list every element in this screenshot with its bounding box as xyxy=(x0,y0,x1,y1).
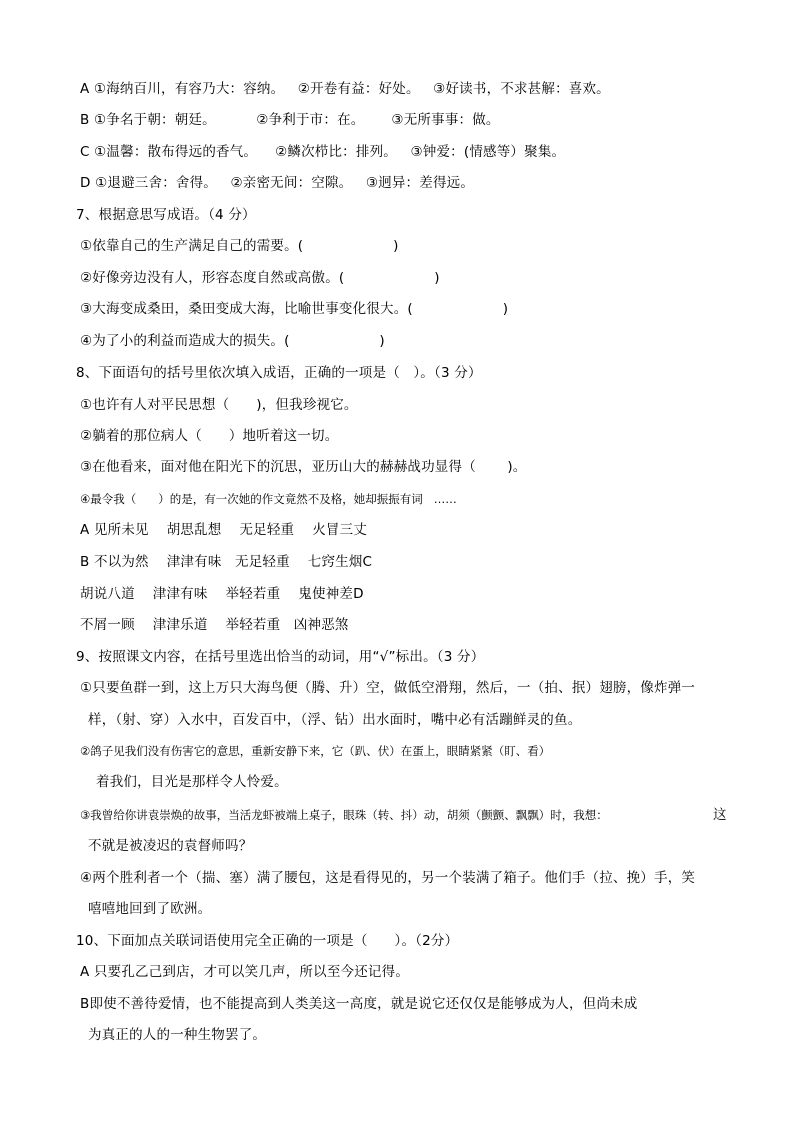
question-10-title: 10、下面加点关联词语使用完全正确的一项是（ ）。（2分） xyxy=(76,933,459,949)
question-7-item-3: ③大海变成桑田，桑田变成大海，比喻世事变化很大。( ) xyxy=(80,301,509,317)
question-9-item-4-line-2: 嘻嘻地回到了欧洲。 xyxy=(88,901,212,917)
question-9-item-3-line-1: ③我曾给你讲袁崇焕的故事，当活龙虾被端上桌子，眼珠（转、抖）动，胡须（颤颤、飘飘）时，我想： xyxy=(80,808,608,822)
question-9-title: 9、按照课文内容，在括号里选出恰当的动词，用“√”标出。（3 分） xyxy=(76,649,485,665)
question-8-option-a: A 见所未见 胡思乱想 无足轻重 火冒三丈 xyxy=(80,522,368,538)
question-9-item-2-line-1: ②鸽子见我们没有伤害它的意思，重新安静下来，它（趴、伏）在蛋上，眼睛紧紧（盯、看） xyxy=(80,744,551,758)
question-10-option-b-line-1: B即使不善待爱情，也不能提高到人类美这一高度，就是说它还仅仅是能够成为人，但尚未成 xyxy=(80,996,638,1012)
question-6-option-d: D ①退避三舍：舍得。 ②亲密无间：空隙。 ③迥异：差得远。 xyxy=(80,175,475,191)
question-9-item-2-line-2: 着我们，目光是那样令人怜爱。 xyxy=(96,774,288,790)
question-9-item-1-line-1: ①只要鱼群一到，这上万只大海鸟便（腾、升）空，做低空滑翔，然后，一（拍、抿）翅膀，像炸弹一 xyxy=(80,680,696,696)
question-6-option-c: C ①温馨：散布得远的香气。 ②鳞次栉比：排列。 ③钟爱：(情感等）聚集。 xyxy=(80,144,566,160)
question-8-title: 8、下面语句的括号里依次填入成语，正确的一项是（ ）。（3 分） xyxy=(76,365,482,381)
question-8-item-1: ①也许有人对平民思想（ )，但我珍视它。 xyxy=(80,397,358,413)
question-6-option-a: A ①海纳百川，有容乃大：容纳。 ②开卷有益：好处。 ③好读书，不求甚解：喜欢。 xyxy=(80,81,610,97)
question-8-option-b: B 不以为然 津津有味 无足轻重 七窍生烟C xyxy=(80,554,373,570)
question-8-item-2: ②躺着的那位病人（ ）地听着这一切。 xyxy=(80,428,339,444)
question-7-item-4: ④为了小的利益而造成大的损失。( ) xyxy=(80,333,385,349)
question-7-item-1: ①依靠自己的生产满足自己的需要。( ) xyxy=(80,238,399,254)
question-8-option-c: 胡说八道 津津有味 举轻若重 鬼使神差D xyxy=(80,586,364,602)
question-9-item-1-line-2: 样，（射、穿）入水中，百发百中，（浮、钻）出水面时，嘴中必有活蹦鲜灵的鱼。 xyxy=(88,712,582,728)
question-7-item-2: ②好像旁边没有人，形容态度自然或高傲。( ) xyxy=(80,270,440,286)
question-7-title: 7、根据意思写成语。（4 分） xyxy=(76,207,256,223)
question-8-item-4: ④最令我（ ）的是，有一次她的作文竟然不及格，她却振振有词 …… xyxy=(80,492,457,506)
question-10-option-b-line-2: 为真正的人的一种生物罢了。 xyxy=(88,1027,267,1043)
question-8-item-3: ③在他看来，面对他在阳光下的沉思，亚历山大的赫赫战功显得（ )。 xyxy=(80,459,527,475)
question-6-option-b: B ①争名于朝：朝廷。 ②争利于市：在。 ③无所事事：做。 xyxy=(80,112,500,128)
question-9-item-4-line-1: ④两个胜利者一个（揣、塞）满了腰包，这是看得见的，另一个装满了箱子。他们手（拉、挽）手，笑 xyxy=(80,870,696,886)
question-10-option-a: A 只要孔乙己到店，才可以笑几声，所以至今还记得。 xyxy=(80,964,410,980)
question-9-item-3-line-2: 不就是被凌迟的袁督师吗？ xyxy=(88,838,253,854)
question-9-item-3-line-1-end: 这 xyxy=(713,807,727,823)
question-8-option-d: 不屑一顾 津津乐道 举轻若重 凶神恶煞 xyxy=(80,617,349,633)
